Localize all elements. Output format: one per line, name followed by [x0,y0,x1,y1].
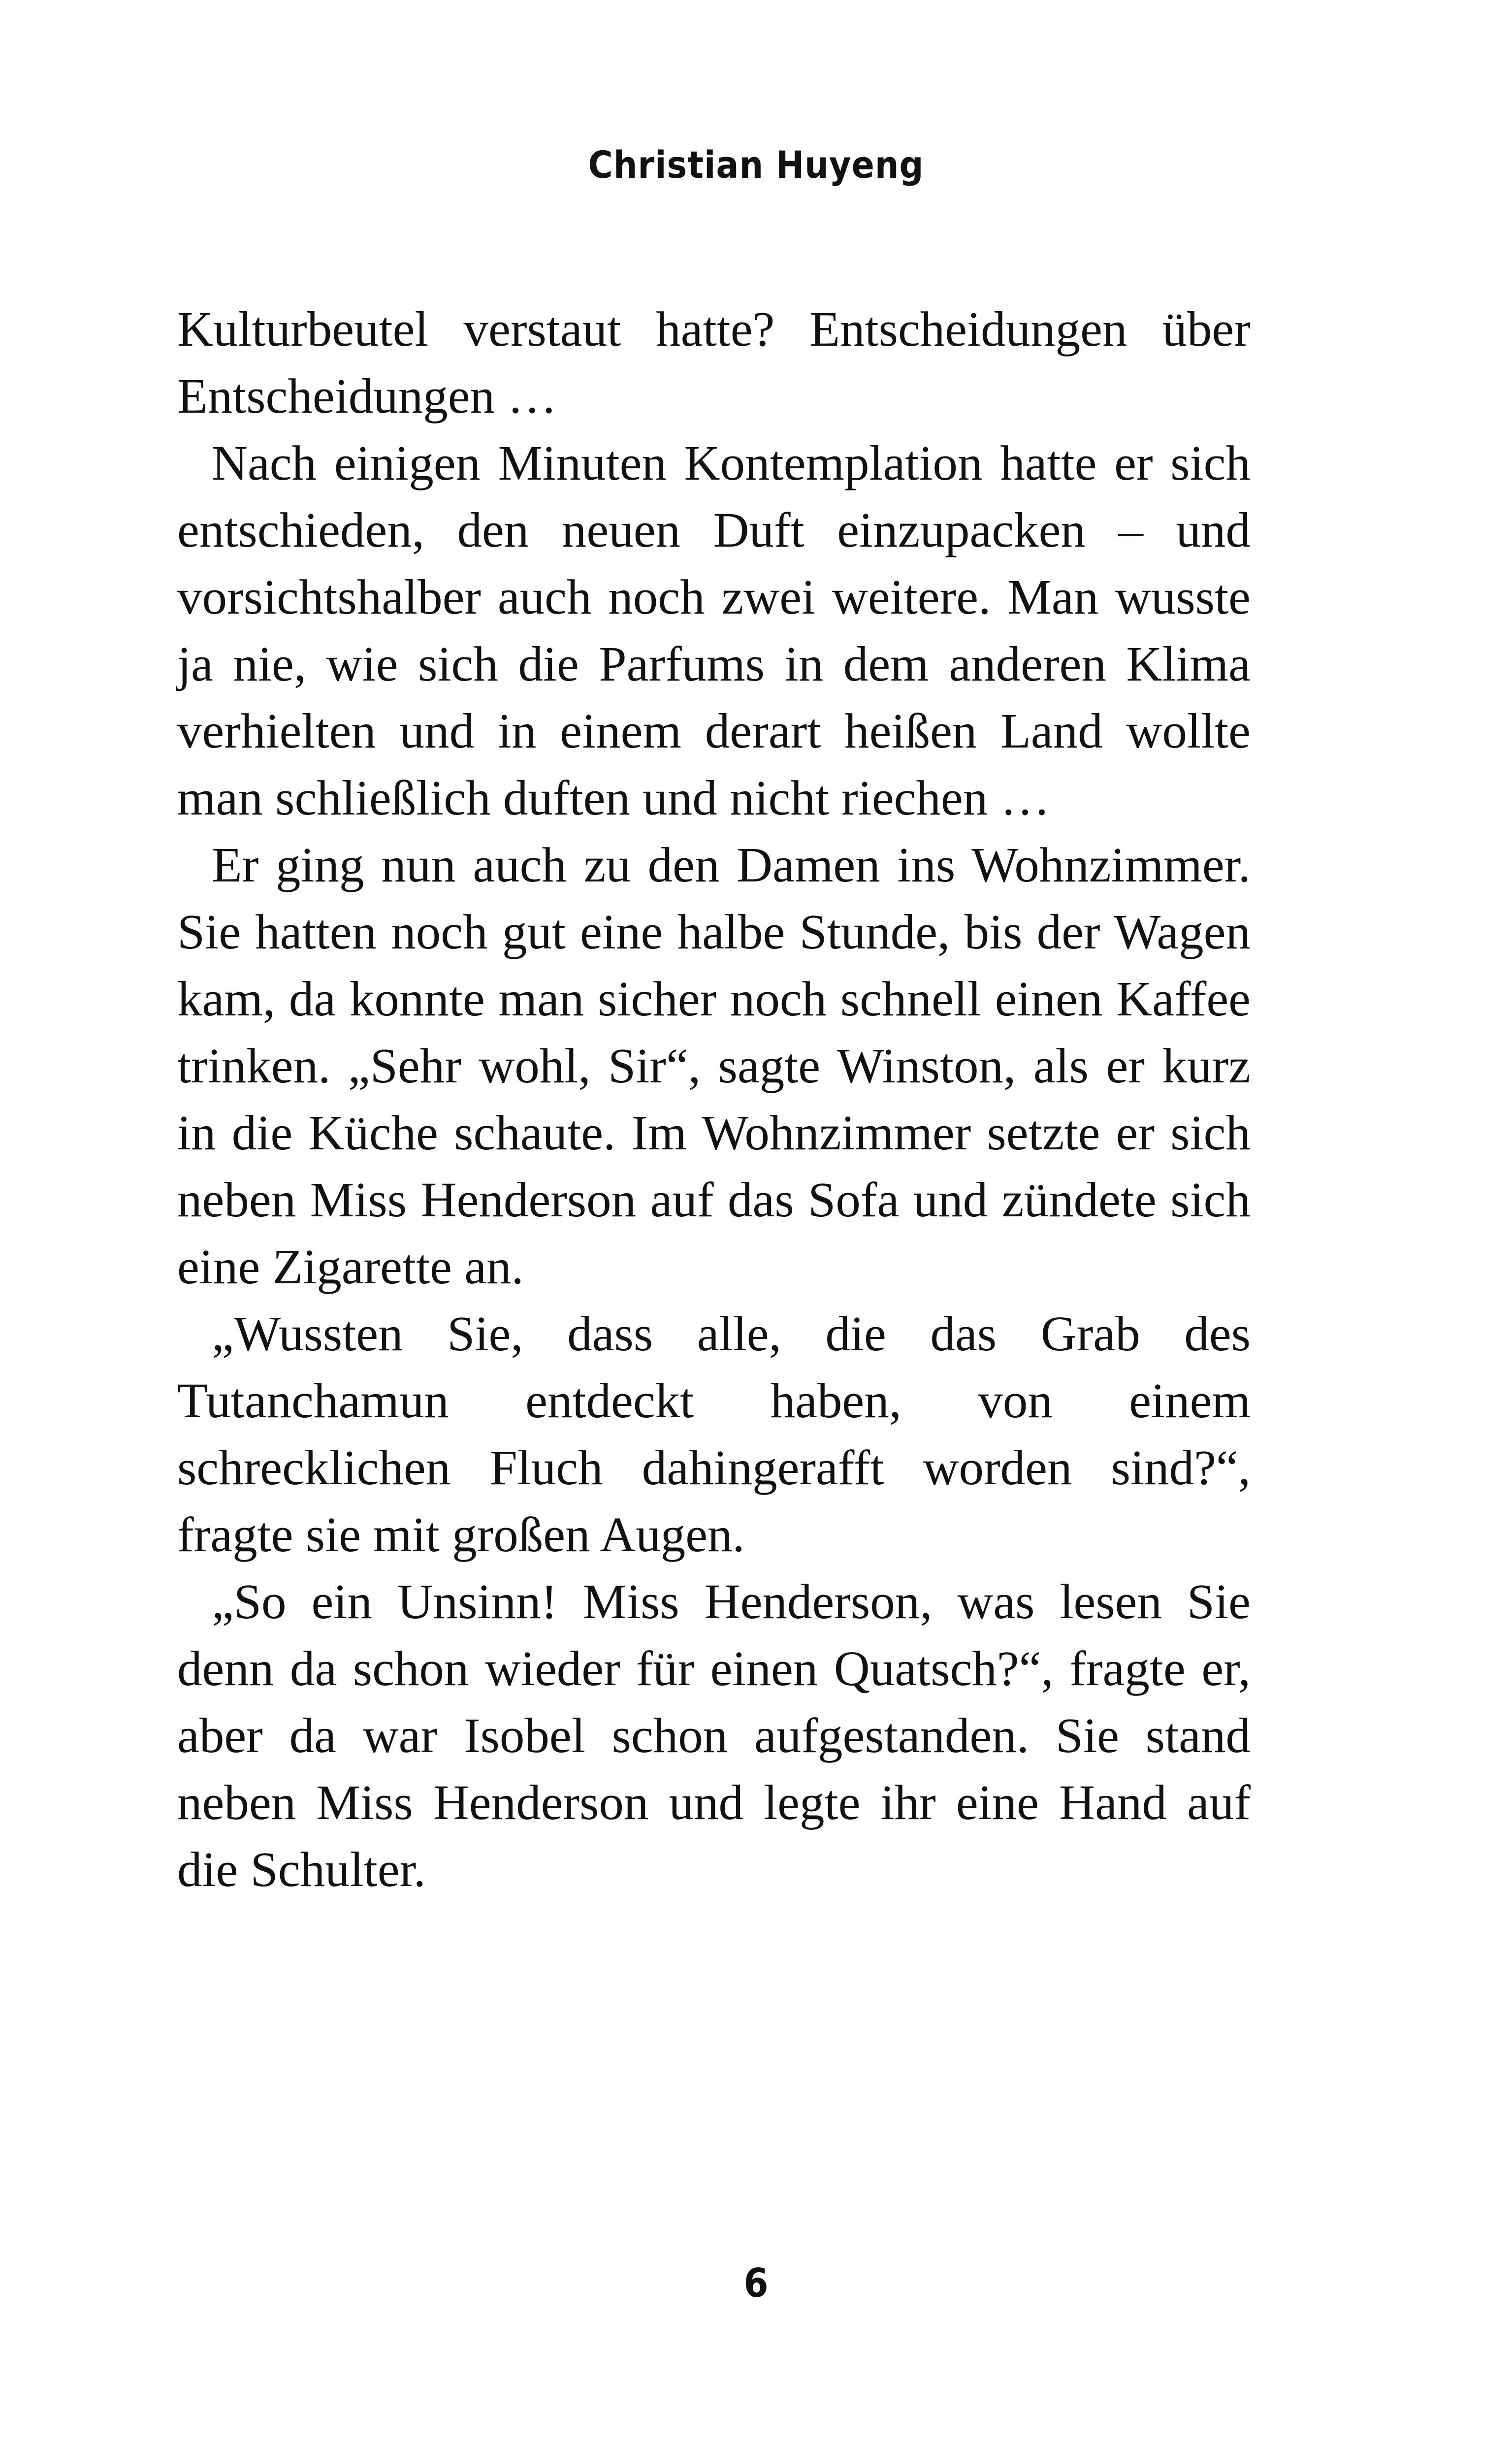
running-header: Christian Huyeng [588,143,924,187]
page-number: 6 [743,2260,769,2306]
paragraph: „So ein Unsinn! Miss Henderson, was lesen Sie denn da schon wieder für einen Quatsch?“, fragte er, aber da war Isobel schon aufgestanden. Sie stand neben Miss Henderson und legte ihr eine Hand auf die Schulter. [177,1574,1251,1897]
paragraph: Kulturbeutel verstaut hatte? Entscheidungen über Entscheidungen … [177,301,1251,423]
paragraph: Nach einigen Minuten Kontemplation hatte er sich entschieden, den neuen Duft einzupacken – und vorsichtshalber auch noch zwei weitere. Man wusste ja nie, wie sich die Parfums in dem anderen Klima verhielten und in einem derart heißen Land wollte man schließlich duften und nicht riechen … [177,435,1251,825]
paragraph: „Wussten Sie, dass alle, die das Grab des Tutanchamun entdeckt haben, von einem schrecklichen Fluch dahingerafft worden sind?“, fragte sie mit großen Augen. [177,1306,1251,1562]
paragraph: Er ging nun auch zu den Damen ins Wohnzimmer. Sie hatten noch gut eine halbe Stunde, bis der Wagen kam, da konnte man sicher noch schnell einen Kaffee trinken. „Sehr wohl, Sir“, sagte Winston, als er kurz in die Küche schaute. Im Wohnzimmer setzte er sich neben Miss Henderson auf das Sofa und zündete sich eine Zigarette an. [177,837,1251,1294]
body-text [177,295,1251,1903]
